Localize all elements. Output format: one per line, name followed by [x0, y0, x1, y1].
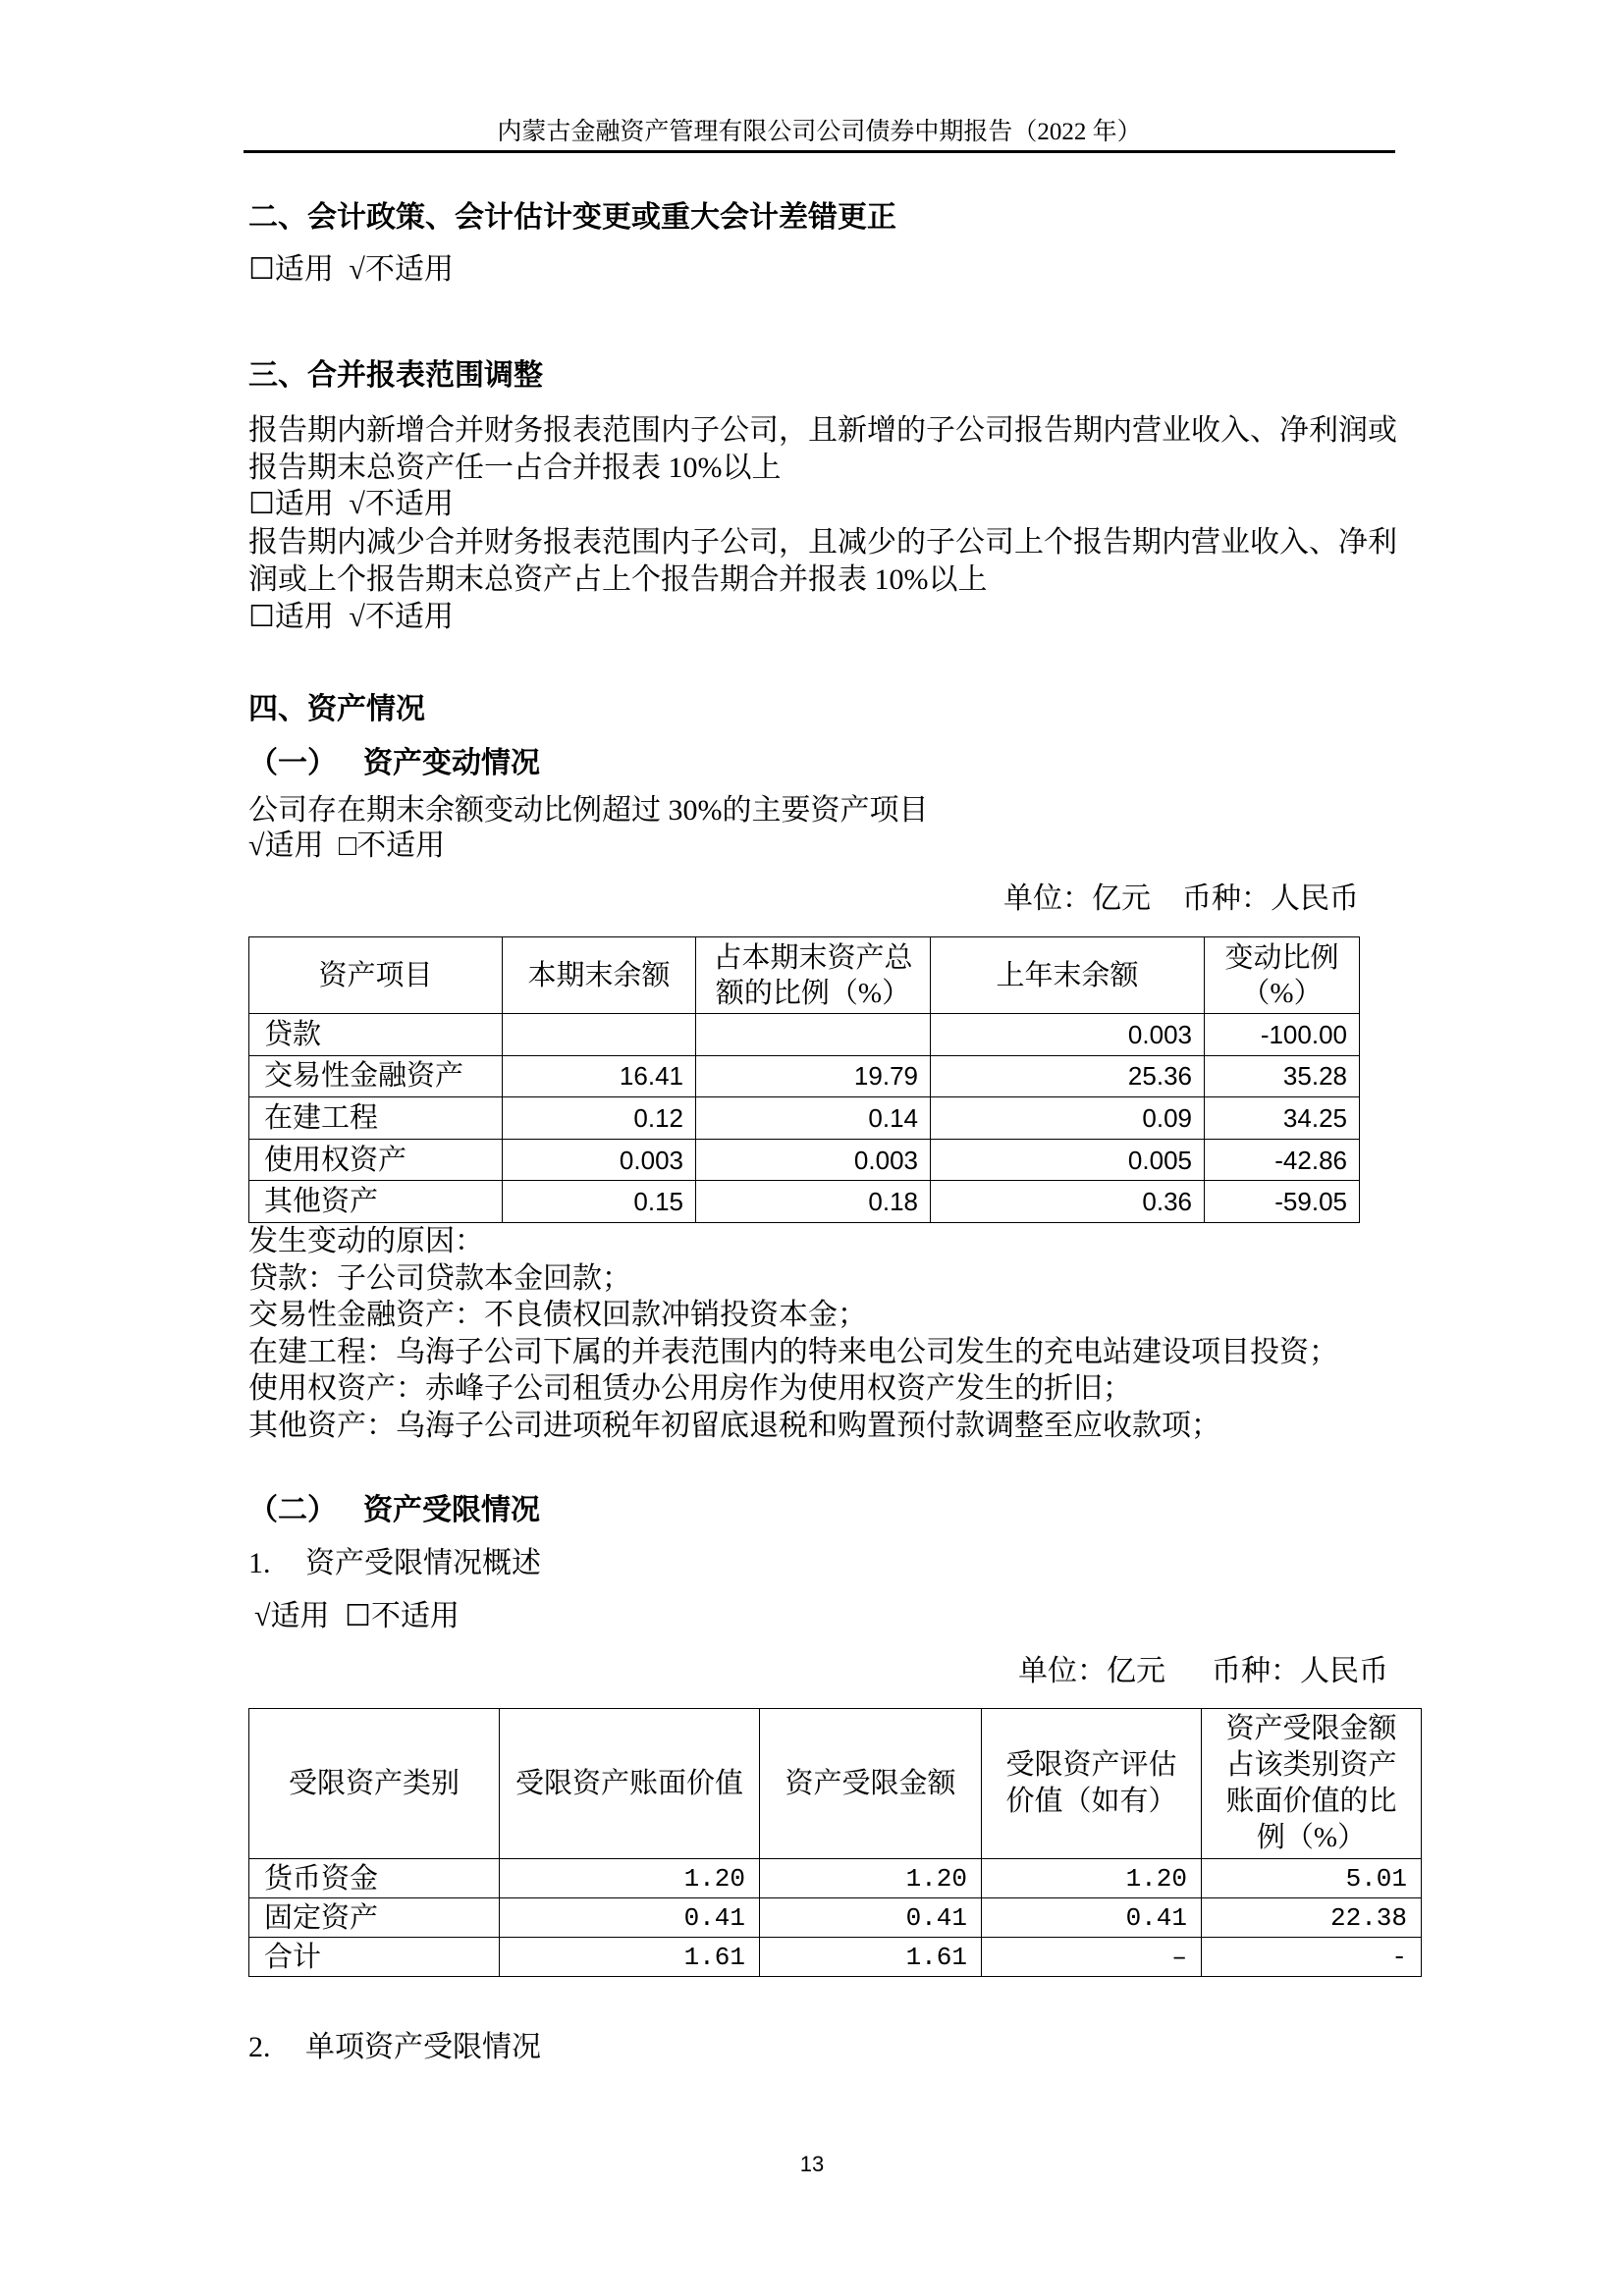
asset-changes-applicability: √适用 □不适用 [248, 829, 446, 862]
cell-category: 合计 [249, 1938, 500, 1977]
subsection-asset-changes-heading [248, 745, 540, 782]
cell-prior-balance: 0.005 [931, 1139, 1205, 1181]
list-item: 使用权资产：赤峰子公司租赁办公用房作为使用权资产发生的折旧； [248, 1372, 1132, 1406]
header-prior-balance: 上年末余额 [931, 937, 1205, 1014]
cell-appraised-value: 0.41 [982, 1898, 1202, 1938]
table-row [249, 1014, 1360, 1056]
unit-label: 单位：亿元 [1003, 882, 1151, 915]
cell-restricted-ratio: 22.38 [1202, 1898, 1422, 1938]
cell-appraised-value: – [982, 1938, 1202, 1977]
table-row [249, 1859, 1422, 1898]
single-item-restrictions-heading [248, 2029, 541, 2066]
table-header-row [249, 937, 1360, 1014]
header-book-value: 受限资产账面价值 [500, 1709, 760, 1859]
cell-asset-item: 交易性金融资产 [249, 1055, 503, 1097]
consolidation-decrease-applicability: ☐适用 √不适用 [248, 601, 454, 633]
cell-book-value: 1.61 [500, 1938, 760, 1977]
header-appraised-value: 受限资产评估 价值（如有） [982, 1709, 1202, 1859]
currency-label: 币种：人民币 [1182, 882, 1359, 915]
cell-ratio-of-total: 19.79 [696, 1055, 931, 1097]
restrictions-overview-heading [248, 1545, 541, 1582]
consolidation-increase-text: 报告期内新增合并财务报表范围内子公司，且新增的子公司报告期内营业收入、净利润或 报告期末总资产任一占合并报表 10%以上 [248, 414, 1397, 484]
subsection-title: 资产受限情况 [363, 1494, 540, 1526]
currency-label: 币种：人民币 [1212, 1655, 1388, 1687]
cell-restricted-amount: 1.61 [760, 1938, 982, 1977]
table-row [249, 1055, 1360, 1097]
cell-current-balance: 16.41 [503, 1055, 696, 1097]
cell-ratio-of-total: 0.18 [696, 1181, 931, 1223]
list-item: 在建工程：乌海子公司下属的并表范围内的特来电公司发生的充电站建设项目投资； [248, 1335, 1338, 1368]
table-row [249, 1139, 1360, 1181]
cell-current-balance: 0.003 [503, 1139, 696, 1181]
cell-change-ratio: -59.05 [1205, 1181, 1360, 1223]
cell-ratio-of-total [696, 1014, 931, 1056]
change-reasons-title: 发生变动的原因： [248, 1225, 484, 1257]
cell-prior-balance: 0.36 [931, 1181, 1205, 1223]
subsection-asset-restrictions-heading [248, 1492, 540, 1529]
table-row [249, 1181, 1360, 1223]
unit-label: 单位：亿元 [1018, 1655, 1165, 1687]
cell-current-balance: 0.12 [503, 1097, 696, 1140]
header-asset-item: 资产项目 [249, 937, 503, 1014]
cell-appraised-value: 1.20 [982, 1859, 1202, 1898]
asset-changes-unit-line [1003, 881, 1359, 918]
cell-change-ratio: 34.25 [1205, 1097, 1360, 1140]
accounting-changes-applicability: ☐适用 √不适用 [248, 253, 454, 286]
cell-restricted-amount: 0.41 [760, 1898, 982, 1938]
cell-asset-item: 贷款 [249, 1014, 503, 1056]
header-change-ratio: 变动比例 （%） [1205, 937, 1360, 1014]
subsection-number: （一） [248, 747, 337, 779]
subsection-title: 资产变动情况 [363, 747, 540, 779]
header-restricted-amount: 资产受限金额 [760, 1709, 982, 1859]
cell-category: 货币资金 [249, 1859, 500, 1898]
cell-category: 固定资产 [249, 1898, 500, 1938]
cell-book-value: 0.41 [500, 1898, 760, 1938]
cell-current-balance [503, 1014, 696, 1056]
cell-prior-balance: 25.36 [931, 1055, 1205, 1097]
header-ratio-of-total: 占本期末资产总 额的比例（%） [696, 937, 931, 1014]
list-item: 贷款：子公司贷款本金回款； [248, 1261, 631, 1295]
asset-changes-description: 公司存在期末余额变动比例超过 30%的主要资产项目 [248, 794, 929, 827]
table-header-row [249, 1709, 1422, 1859]
cell-asset-item: 使用权资产 [249, 1139, 503, 1181]
cell-change-ratio: 35.28 [1205, 1055, 1360, 1097]
cell-prior-balance: 0.003 [931, 1014, 1205, 1056]
list-item: 交易性金融资产：不良债权回款冲销投资本金； [248, 1299, 867, 1332]
cell-asset-item: 其他资产 [249, 1181, 503, 1223]
section-assets-heading: 四、资产情况 [248, 693, 425, 725]
subsection-number: （二） [248, 1494, 337, 1526]
cell-restricted-ratio: 5.01 [1202, 1859, 1422, 1898]
header-category: 受限资产类别 [249, 1709, 500, 1859]
asset-changes-table [248, 936, 1360, 1223]
item-title: 单项资产受限情况 [305, 2031, 541, 2063]
table-row [249, 1097, 1360, 1140]
cell-restricted-amount: 1.20 [760, 1859, 982, 1898]
cell-current-balance: 0.15 [503, 1181, 696, 1223]
cell-change-ratio: -42.86 [1205, 1139, 1360, 1181]
cell-restricted-ratio: - [1202, 1938, 1422, 1977]
cell-ratio-of-total: 0.14 [696, 1097, 931, 1140]
section-consolidation-scope-heading: 三、合并报表范围调整 [248, 359, 543, 392]
page-number: 13 [799, 2152, 825, 2176]
table-row [249, 1938, 1422, 1977]
cell-prior-balance: 0.09 [931, 1097, 1205, 1140]
item-number: 1. [248, 1547, 271, 1579]
report-header-title: 内蒙古金融资产管理有限公司公司债券中期报告（2022 年） [497, 119, 1142, 145]
change-reasons [248, 1223, 1338, 1445]
restrictions-unit-line [1018, 1653, 1388, 1690]
header-restricted-ratio: 资产受限金额 占该类别资产 账面价值的比 例（%） [1202, 1709, 1422, 1859]
cell-ratio-of-total: 0.003 [696, 1139, 931, 1181]
item-number: 2. [248, 2031, 271, 2063]
section-accounting-changes-heading: 二、会计政策、会计估计变更或重大会计差错更正 [248, 201, 896, 234]
header-current-balance: 本期末余额 [503, 937, 696, 1014]
table-row [249, 1898, 1422, 1938]
item-title: 资产受限情况概述 [305, 1547, 541, 1579]
restricted-assets-table [248, 1708, 1422, 1977]
cell-change-ratio: -100.00 [1205, 1014, 1360, 1056]
cell-asset-item: 在建工程 [249, 1097, 503, 1140]
list-item: 其他资产：乌海子公司进项税年初留底退税和购置预付款调整至应收款项； [248, 1409, 1220, 1442]
consolidation-increase-applicability: ☐适用 √不适用 [248, 488, 454, 520]
header-divider [244, 150, 1395, 153]
restrictions-applicability: √适用 ☐不适用 [254, 1600, 460, 1632]
cell-book-value: 1.20 [500, 1859, 760, 1898]
consolidation-decrease-text: 报告期内减少合并财务报表范围内子公司，且减少的子公司上个报告期内营业收入、净利 润或上个报告期末总资产占上个报告期合并报表 10%以上 [248, 526, 1397, 596]
